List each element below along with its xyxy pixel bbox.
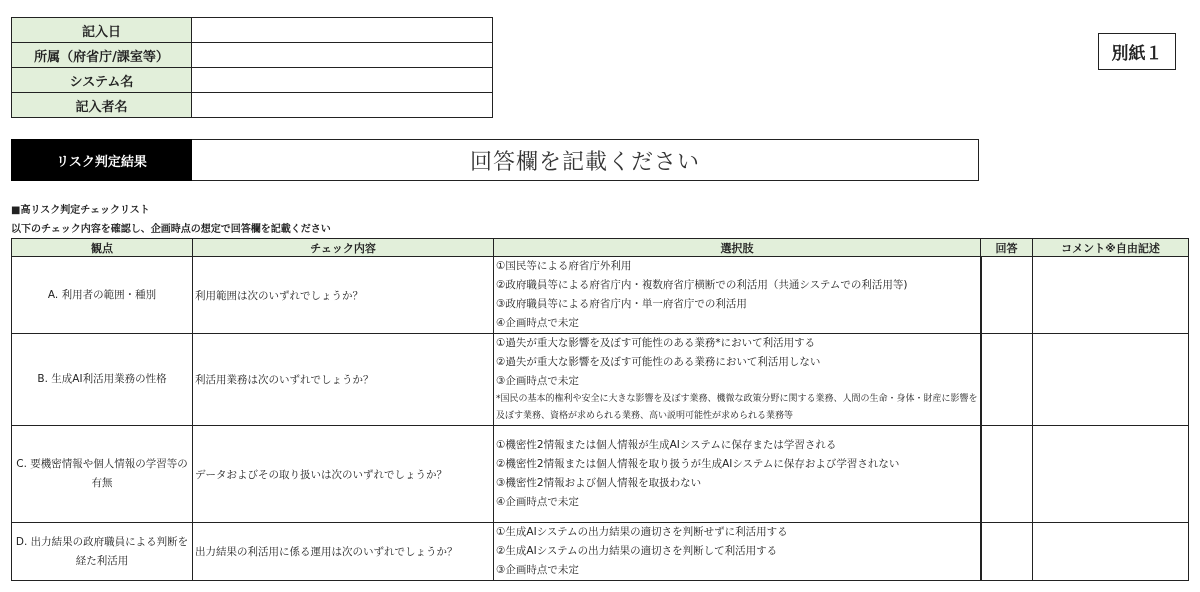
option-item: ②政府職員等による府省庁内・複数府省庁横断での利活用（共通システムでの利活用等) bbox=[496, 279, 908, 291]
header-viewpoint: 観点 bbox=[12, 239, 193, 257]
row-check-content: 出力結果の利活用に係る運用は次のいずれでしょうか？ bbox=[193, 523, 494, 581]
info-label-system-name: システム名 bbox=[12, 68, 192, 93]
option-item: ①生成AIシステムの出力結果の適切さを判断せずに利活用する bbox=[496, 526, 788, 538]
row-viewpoint: B. 生成AI利活用業務の性格 bbox=[12, 334, 193, 426]
info-label-author: 記入者名 bbox=[12, 93, 192, 118]
checklist-section-title: ■高リスク判定チェックリスト bbox=[11, 205, 150, 216]
row-comment-field[interactable] bbox=[1033, 257, 1189, 334]
risk-result-answer-field[interactable]: 回答欄を記載ください bbox=[192, 139, 979, 181]
row-check-content: データおよびその取り扱いは次のいずれでしょうか？ bbox=[193, 426, 494, 523]
row-answer-field[interactable] bbox=[981, 257, 1033, 334]
info-value-department[interactable] bbox=[192, 43, 493, 68]
info-row-system-name bbox=[12, 68, 493, 93]
option-item: ②過失が重大な影響を及ぼす可能性のある業務において利活用しない bbox=[496, 356, 821, 368]
option-footnote: *国民の基本的権利や安全に大きな影響を及ぼす業務、機微な政策分野に関する業務、人間の生命・身体・財産に影響を及ぼす業務、資格が求められる業務、高い説明可能性が求められる業務等 bbox=[496, 394, 978, 421]
info-table bbox=[11, 17, 493, 118]
checklist-header-row bbox=[12, 239, 1189, 257]
table-row bbox=[12, 523, 1189, 581]
info-value-date[interactable] bbox=[192, 18, 493, 43]
header-answer: 回答 bbox=[981, 239, 1033, 257]
row-comment-field[interactable] bbox=[1033, 523, 1189, 581]
info-row-date bbox=[12, 18, 493, 43]
info-row-author bbox=[12, 93, 493, 118]
checklist-table bbox=[11, 238, 1189, 581]
row-options bbox=[494, 257, 981, 334]
row-answer-field[interactable] bbox=[981, 523, 1033, 581]
row-viewpoint: C. 要機密情報や個人情報の学習等の有無 bbox=[12, 426, 193, 523]
row-check-content: 利活用業務は次のいずれでしょうか？ bbox=[193, 334, 494, 426]
option-item: ③機密性2情報および個人情報を取扱わない bbox=[496, 477, 702, 489]
table-row bbox=[12, 334, 1189, 426]
appendix-label: 別紙１ bbox=[1098, 33, 1176, 70]
table-row bbox=[12, 426, 1189, 523]
info-label-date: 記入日 bbox=[12, 18, 192, 43]
row-comment-field[interactable] bbox=[1033, 426, 1189, 523]
option-item: ②生成AIシステムの出力結果の適切さを判断して利活用する bbox=[496, 545, 778, 557]
info-value-system-name[interactable] bbox=[192, 68, 493, 93]
header-content: チェック内容 bbox=[193, 239, 494, 257]
option-item: ①過失が重大な影響を及ぼす可能性のある業務*において利活用する bbox=[496, 337, 816, 349]
row-viewpoint: A. 利用者の範囲・種別 bbox=[12, 257, 193, 334]
row-answer-field[interactable] bbox=[981, 426, 1033, 523]
option-item: ④企画時点で未定 bbox=[496, 496, 579, 508]
row-options bbox=[494, 523, 981, 581]
option-item: ③企画時点で未定 bbox=[496, 564, 579, 576]
option-item: ①機密性2情報または個人情報が生成AIシステムに保存または学習される bbox=[496, 439, 837, 451]
row-options bbox=[494, 334, 981, 426]
option-item: ①国民等による府省庁外利用 bbox=[496, 260, 632, 272]
row-options bbox=[494, 426, 981, 523]
info-value-author[interactable] bbox=[192, 93, 493, 118]
info-label-department: 所属（府省庁/課室等） bbox=[12, 43, 192, 68]
option-item: ③企画時点で未定 bbox=[496, 375, 579, 387]
info-row-department bbox=[12, 43, 493, 68]
option-item: ②機密性2情報または個人情報を取り扱うが生成AIシステムに保存および学習されない bbox=[496, 458, 900, 470]
checklist-instruction: 以下のチェック内容を確認し、企画時点の想定で回答欄を記載ください bbox=[11, 224, 331, 235]
option-item: ④企画時点で未定 bbox=[496, 317, 579, 329]
row-check-content: 利用範囲は次のいずれでしょうか？ bbox=[193, 257, 494, 334]
header-options: 選択肢 bbox=[494, 239, 981, 257]
row-viewpoint: D. 出力結果の政府職員による判断を経た利活用 bbox=[12, 523, 193, 581]
header-comment: コメント※自由記述 bbox=[1033, 239, 1189, 257]
option-item: ③政府職員等による府省庁内・単一府省庁での利活用 bbox=[496, 298, 747, 310]
table-row bbox=[12, 257, 1189, 334]
row-answer-field[interactable] bbox=[981, 334, 1033, 426]
row-comment-field[interactable] bbox=[1033, 334, 1189, 426]
risk-result-label: リスク判定結果 bbox=[11, 139, 192, 181]
